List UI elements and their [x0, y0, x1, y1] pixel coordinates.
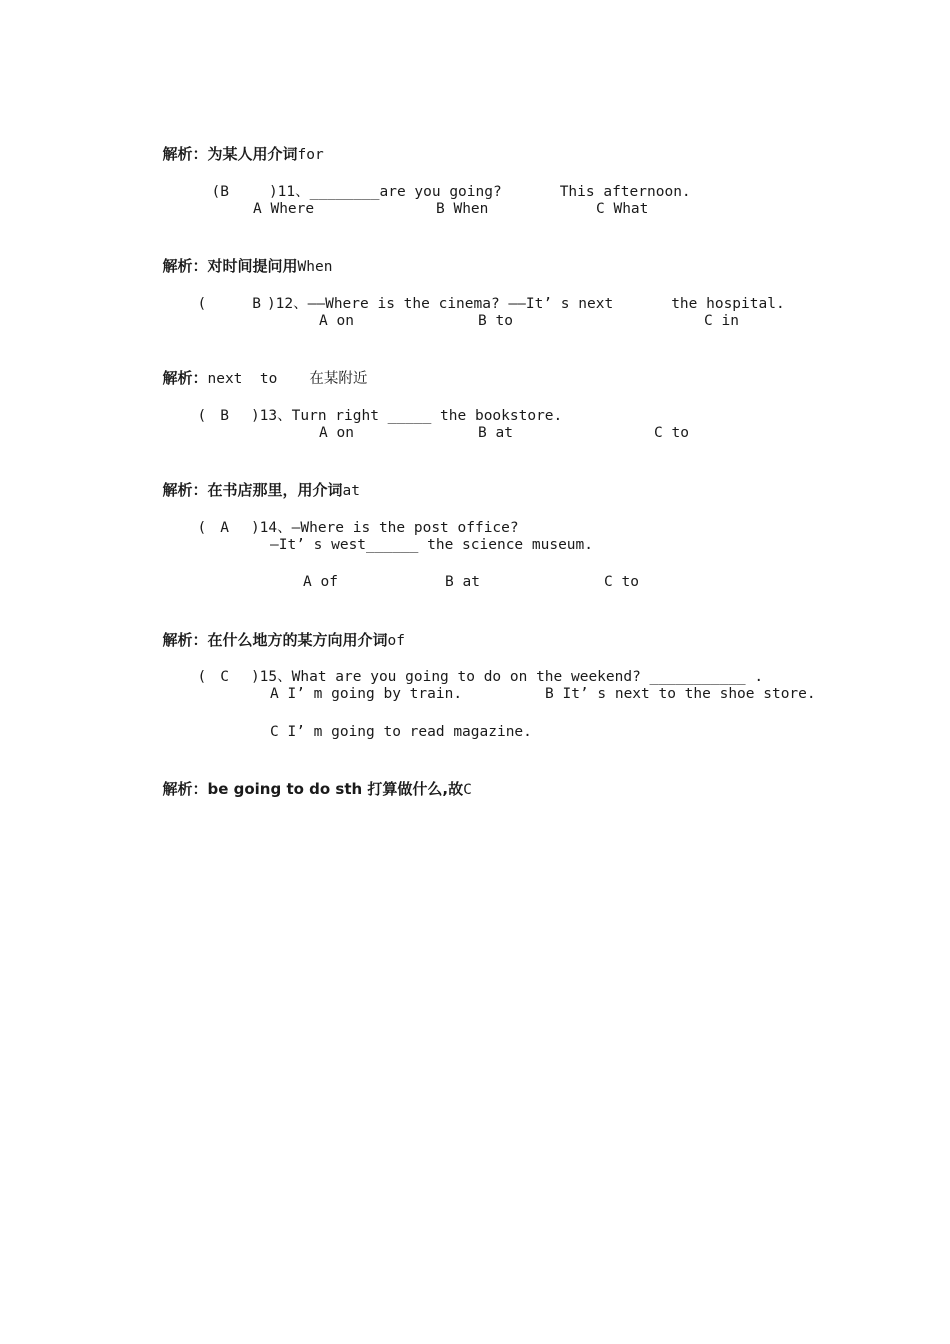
- question-15: [180, 647, 763, 687]
- question-number: )12、: [266, 296, 308, 312]
- question-stem: What are you going to do on the weekend? ___________ .: [291, 669, 764, 685]
- question-12: [180, 274, 785, 314]
- explanation-term: for: [297, 147, 324, 163]
- explanation-13: [145, 460, 360, 501]
- question-number: )11、: [268, 184, 310, 200]
- explanation-text: be going to do sth 打算做什么,故: [207, 780, 464, 798]
- explanation-term: When: [297, 259, 333, 275]
- question-13: [180, 386, 562, 426]
- answer-letter: B: [252, 296, 261, 312]
- explanation-label: 解析：: [162, 780, 208, 798]
- option-c: C I’ m going to read magazine.: [270, 724, 532, 740]
- explanation-term: at: [342, 483, 360, 499]
- question-11: [194, 162, 691, 202]
- question-stem: Turn right _____ the bookstore.: [291, 408, 563, 424]
- answer-open: (: [197, 408, 207, 424]
- question-stem: ——Where is the cinema? ——It’ s next: [307, 296, 614, 312]
- option-a: A on: [319, 313, 354, 329]
- answer-open: (: [197, 669, 207, 685]
- question-stem-end: the hospital.: [671, 296, 785, 312]
- explanation-text: 对时间提问用: [207, 257, 298, 275]
- question-14: [180, 498, 519, 538]
- option-c: C to: [604, 574, 639, 590]
- blank: ________: [309, 184, 380, 200]
- answer-open: (B: [211, 184, 229, 200]
- explanation-text: 在某附近: [309, 371, 368, 387]
- option-b: B at: [445, 574, 480, 590]
- explanation-11: [145, 236, 332, 277]
- question-response: This afternoon.: [559, 184, 691, 200]
- option-a: A Where: [253, 201, 315, 217]
- option-b: B It’ s next to the shoe store.: [545, 686, 816, 702]
- answer-letter: A: [220, 520, 229, 536]
- answer-open: (: [197, 296, 207, 312]
- explanation-text: 为某人用介词: [207, 145, 298, 163]
- explanation-10: [145, 124, 324, 165]
- option-c: C in: [704, 313, 739, 329]
- explanation-label: 解析：: [162, 257, 208, 275]
- option-a: A of: [303, 574, 338, 590]
- option-a: A on: [319, 425, 354, 441]
- question-number: )14、: [250, 520, 292, 536]
- option-b: B at: [478, 425, 513, 441]
- option-a: A I’ m going by train.: [270, 686, 463, 702]
- option-b: B to: [478, 313, 513, 329]
- question-number: )13、: [250, 408, 292, 424]
- option-c: C to: [654, 425, 689, 441]
- explanation-label: 解析：: [162, 145, 208, 163]
- answer-open: (: [197, 520, 207, 536]
- question-stem-line-2: —It’ s west______ the science museum.: [270, 537, 594, 553]
- question-number: )15、: [250, 669, 292, 685]
- explanation-text: 在书店那里，用介词: [207, 481, 343, 499]
- explanation-label: 解析：: [162, 369, 208, 387]
- explanation-12: [145, 348, 367, 389]
- explanation-label: 解析：: [162, 481, 208, 499]
- explanation-term: C: [463, 782, 472, 798]
- question-stem: —Where is the post office?: [291, 520, 519, 536]
- question-stem: are you going?: [379, 184, 502, 200]
- explanation-label: 解析：: [162, 631, 208, 649]
- answer-letter: C: [220, 669, 229, 685]
- explanation-text: 在什么地方的某方向用介词: [207, 631, 388, 649]
- explanation-14: [145, 610, 405, 651]
- explanation-term: next to: [207, 371, 278, 387]
- option-c: C What: [596, 201, 649, 217]
- explanation-term: of: [387, 633, 405, 649]
- answer-letter: B: [220, 408, 229, 424]
- option-b: B When: [436, 201, 489, 217]
- explanation-15: [145, 759, 472, 800]
